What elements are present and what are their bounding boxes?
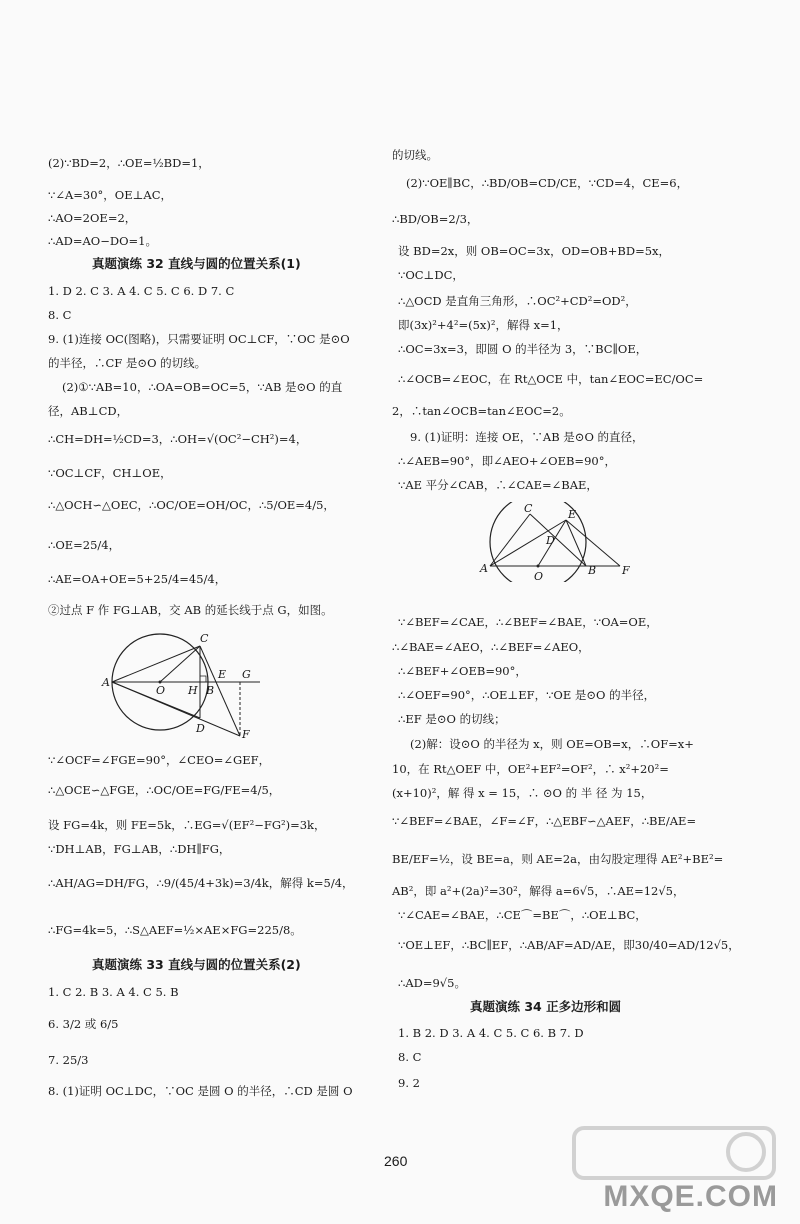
label-E: E [568,508,577,521]
text-line: ∴△OCE∽△FGE，∴OC/OE=FG/FE=4/5， [48,783,281,797]
section-heading: 真题演练 33 直线与圆的位置关系(2) [92,957,301,972]
text-line: 10，在 Rt△OEF 中，OE²+EF²=OF²，∴ x²+20²= [392,762,669,776]
answer-line: 6. 3/2 或 6/5 [48,1017,119,1031]
text-line: 8. (1)证明 OC⊥DC，∵OC 是圆 O 的半径，∴CD 是圆 O [48,1084,353,1098]
figure-circle-tangent-2 [478,502,638,582]
answer-line: 7. 25/3 [48,1053,89,1067]
figure-circle-tangent-1 [100,630,270,740]
text-line: ∴∠BEF+∠OEB=90°， [398,664,527,678]
text-line: ∵∠A=30°，OE⊥AC， [48,188,173,202]
text-line: ∵DH⊥AB，FG⊥AB，∴DH∥FG， [48,842,231,856]
text-line: (2)解：设⊙O 的半径为 x，则 OE=OB=x，∴OF=x+ [410,737,694,751]
answer-line: 1. D 2. C 3. A 4. C 5. C 6. D 7. C [48,284,235,298]
label-C: C [524,502,533,515]
label-A: A [102,676,110,689]
text-line: ∴AH/AG=DH/FG，∴9/(45/4+3k)=3/4k，解得 k=5/4， [48,876,354,890]
text-line: ∵AE 平分∠CAB，∴∠CAE=∠BAE， [398,478,598,492]
text-line: ∴∠AEB=90°，即∠AEO+∠OEB=90°， [398,454,616,468]
watermark-text: MXQE.COM [603,1180,778,1213]
text-line: (2)①∵AB=10，∴OA=OB=OC=5，∵AB 是⊙O 的直 [62,380,343,394]
text-line: ∵∠BEF=∠CAE，∴∠BEF=∠BAE，∵OA=OE， [398,615,658,629]
text-line: 2，∴tan∠OCB=tan∠EOC=2。 [392,404,571,418]
text-line: 9. (1)证明：连接 OE，∵AB 是⊙O 的直径， [410,430,644,444]
text-line: ∴AE=OA+OE=5+25/4=45/4， [48,572,227,586]
answer-line: 1. C 2. B 3. A 4. C 5. B [48,985,179,999]
label-O: O [534,570,544,582]
text-line: (2)∵BD=2，∴OE=½BD=1， [48,156,210,170]
text-line: 9. (1)连接 OC(图略)，只需要证明 OC⊥CF，∵OC 是⊙O [48,332,350,346]
label-F: F [622,564,630,577]
label-H: H [188,684,198,697]
text-line: AB²，即 a²+(2a)²=30²，解得 a=6√5，∴AE=12√5， [392,884,685,898]
label-D: D [196,722,205,735]
page-number: 260 [384,1153,408,1169]
text-line: ∴∠OCB=∠EOC，在 Rt△OCE 中，tan∠EOC=EC/OC= [398,372,704,386]
text-line: ∴AD=AO−DO=1。 [48,234,157,248]
text-line: ∴AO=2OE=2， [48,211,137,225]
label-O: O [156,684,166,697]
text-line: ∵OC⊥DC， [398,268,464,282]
text-line: ∵∠OCF=∠FGE=90°，∠CEO=∠GEF， [48,753,271,767]
label-G: G [242,668,251,681]
text-line: 的半径，∴CF 是⊙O 的切线。 [48,356,207,370]
text-line: ∴∠BAE=∠AEO，∴∠BEF=∠AEO， [392,640,590,654]
text-line: (2)∵OE∥BC，∴BD/OB=CD/CE，∵CD=4，CE=6， [406,176,689,190]
text-line: ∴OE=25/4， [48,538,121,552]
text-line: BE/EF=½，设 BE=a，则 AE=2a，由勾股定理得 AE²+BE²= [392,852,724,866]
text-line: ∵∠CAE=∠BAE，∴CE⌒=BE⌒，∴OE⊥BC， [398,908,647,922]
answer-line: 9. 2 [398,1076,420,1090]
text-line: 设 FG=4k，则 FE=5k，∴EG=√(EF²−FG²)=3k， [48,818,326,832]
text-line: 径，AB⊥CD， [48,404,129,418]
text-line: ∴BD/OB=2/3， [392,212,479,226]
label-B: B [588,564,597,577]
section-heading: 真题演练 34 正多边形和圆 [470,999,622,1014]
text-line: 设 BD=2x，则 OB=OC=3x，OD=OB+BD=5x， [398,244,671,258]
label-B: B [206,684,215,697]
text-line: ∵OE⊥EF，∴BC∥EF，∴AB/AF=AD/AE，即30/40=AD/12√5， [398,938,740,952]
label-D: D [546,534,555,547]
text-line: ∴CH=DH=½CD=3，∴OH=√(OC²−CH²)=4， [48,432,308,446]
label-A: A [480,562,488,575]
text-line: ∴EF 是⊙O 的切线； [398,712,506,726]
text-line: 即(3x)²+4²=(5x)²，解得 x=1， [398,318,569,332]
text-line: ∴OC=3x=3，即圆 O 的半径为 3，∵BC∥OE， [398,342,648,356]
answer-line: 1. B 2. D 3. A 4. C 5. C 6. B 7. D [398,1026,584,1040]
answer-line: 8. C [398,1050,422,1064]
text-line: ∴AD=9√5。 [398,976,466,990]
text-line: ∴△OCD 是直角三角形，∴OC²+CD²=OD²， [398,294,637,308]
label-E: E [218,668,227,681]
text-line: ∵∠BEF=∠BAE，∠F=∠F，∴△EBF∽△AEF，∴BE/AE= [392,814,697,828]
text-line: ∴∠OEF=90°，∴OE⊥EF，∵OE 是⊙O 的半径， [398,688,656,702]
text-line: ②过点 F 作 FG⊥AB，交 AB 的延长线于点 G，如图。 [48,603,333,617]
section-heading: 真题演练 32 直线与圆的位置关系(1) [92,256,301,271]
label-F: F [242,728,250,740]
text-line: 的切线。 [392,148,438,162]
text-line: ∵OC⊥CF，CH⊥OE， [48,466,172,480]
text-line: ∴△OCH∽△OEC，∴OC/OE=OH/OC，∴5/OE=4/5， [48,498,335,512]
label-C: C [200,632,209,645]
text-line: (x+10)²，解 得 x = 15，∴ ⊙O 的 半 径 为 15， [392,786,653,800]
text-line: ∴FG=4k=5，∴S△AEF=½×AE×FG=225/8。 [48,923,302,937]
answer-line: 8. C [48,308,72,322]
